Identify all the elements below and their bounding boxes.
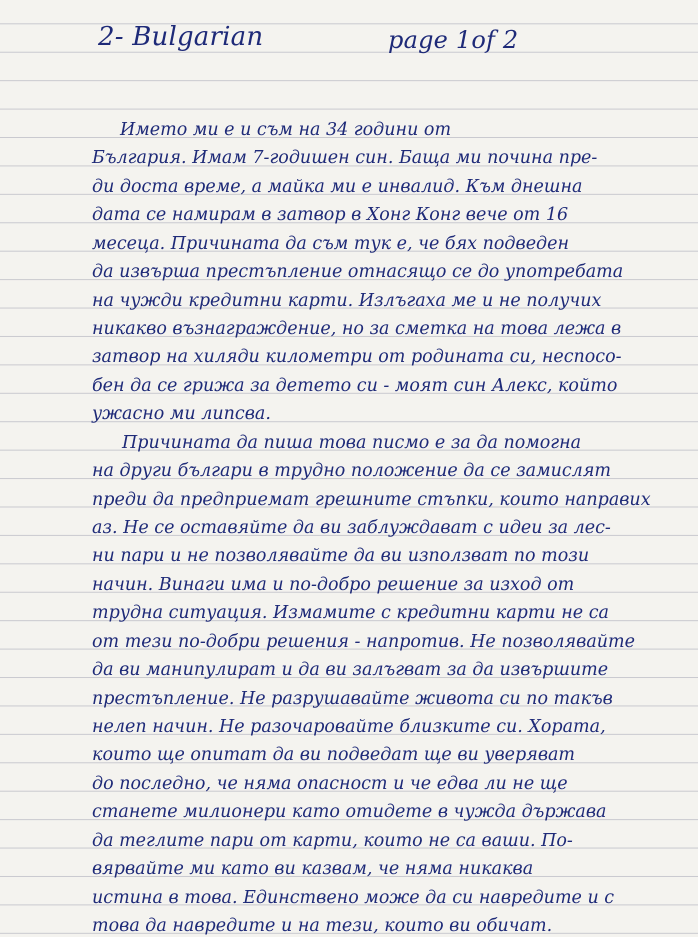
language-heading: 2- Bulgarian — [98, 22, 264, 52]
letter-line: до последно, че няма опасност и че едва ли не ще — [92, 773, 568, 794]
letter-line: истина в това. Единствено може да си навредите и с — [92, 887, 615, 908]
letter-line: ужасно ми липсва. — [92, 404, 271, 425]
letter-line: да теглите пари от карти, които не са ваши. По- — [92, 830, 573, 851]
letter-line: трудна ситуация. Измамите с кредитни карти не са — [92, 603, 609, 624]
letter-line: престъпление. Не разрушавайте живота си по такъв — [92, 688, 613, 709]
letter-line: месеца. Причината да съм тук е, че бях подведен — [92, 233, 570, 254]
letter-line: аз. Не се оставяйте да ви заблуждават с идеи за лес- — [92, 518, 611, 538]
letter-line: бен да се грижа за детето си - моят син Алекс, който — [92, 375, 618, 396]
letter-line: затвор на хиляди километри от родината си, неспосо- — [92, 347, 622, 368]
letter-line: на други българи в трудно положение да се замислят — [92, 461, 612, 482]
letter-line: дата се намирам в затвор в Хонг Конг вече от 16 — [92, 205, 569, 226]
letter-line: ни пари и не позволявайте да ви използват по този — [92, 546, 590, 567]
letter-line: нелеп начин. Не разочаровайте близките си. Хората, — [92, 717, 606, 737]
letter-line: станете милионери като отидете в чужда държава — [92, 802, 607, 823]
letter-line: вярвайте ми като ви казвам, че няма никаква — [92, 859, 534, 880]
letter-line: преди да предприемат грешните стъпки, които направих — [92, 489, 651, 510]
letter-line: това да навредите и на тези, които ви обичат. — [92, 916, 553, 936]
letter-line: никакво възнаграждение, но за сметка на това лежа в — [92, 319, 622, 339]
letter-line: да извърша престъпление отнасящо се до употребата — [92, 262, 624, 283]
letter-line: начин. Винаги има и по-добро решение за изход от — [92, 574, 575, 595]
letter-line: България. Имам 7-годишен син. Баща ми почина пре- — [92, 148, 598, 169]
letter-line: Причината да пиша това писмо е за да помогна — [122, 432, 582, 453]
letter-line: да ви манипулират и да ви залъгват за да извършите — [92, 660, 609, 681]
letter-line: които ще опитат да ви подведат ще ви уверяват — [92, 745, 576, 766]
letter-line: ди доста време, а майка ми е инвалид. Към днешна — [92, 176, 583, 197]
letter-line: Името ми е и съм на 34 години от — [120, 120, 452, 140]
letter-line: на чужди кредитни карти. Излъгаха ме и не получих — [92, 290, 602, 311]
letter-line: от тези по-добри решения - напротив. Не позволявайте — [92, 631, 635, 652]
page-number: page 1of 2 — [388, 26, 519, 54]
